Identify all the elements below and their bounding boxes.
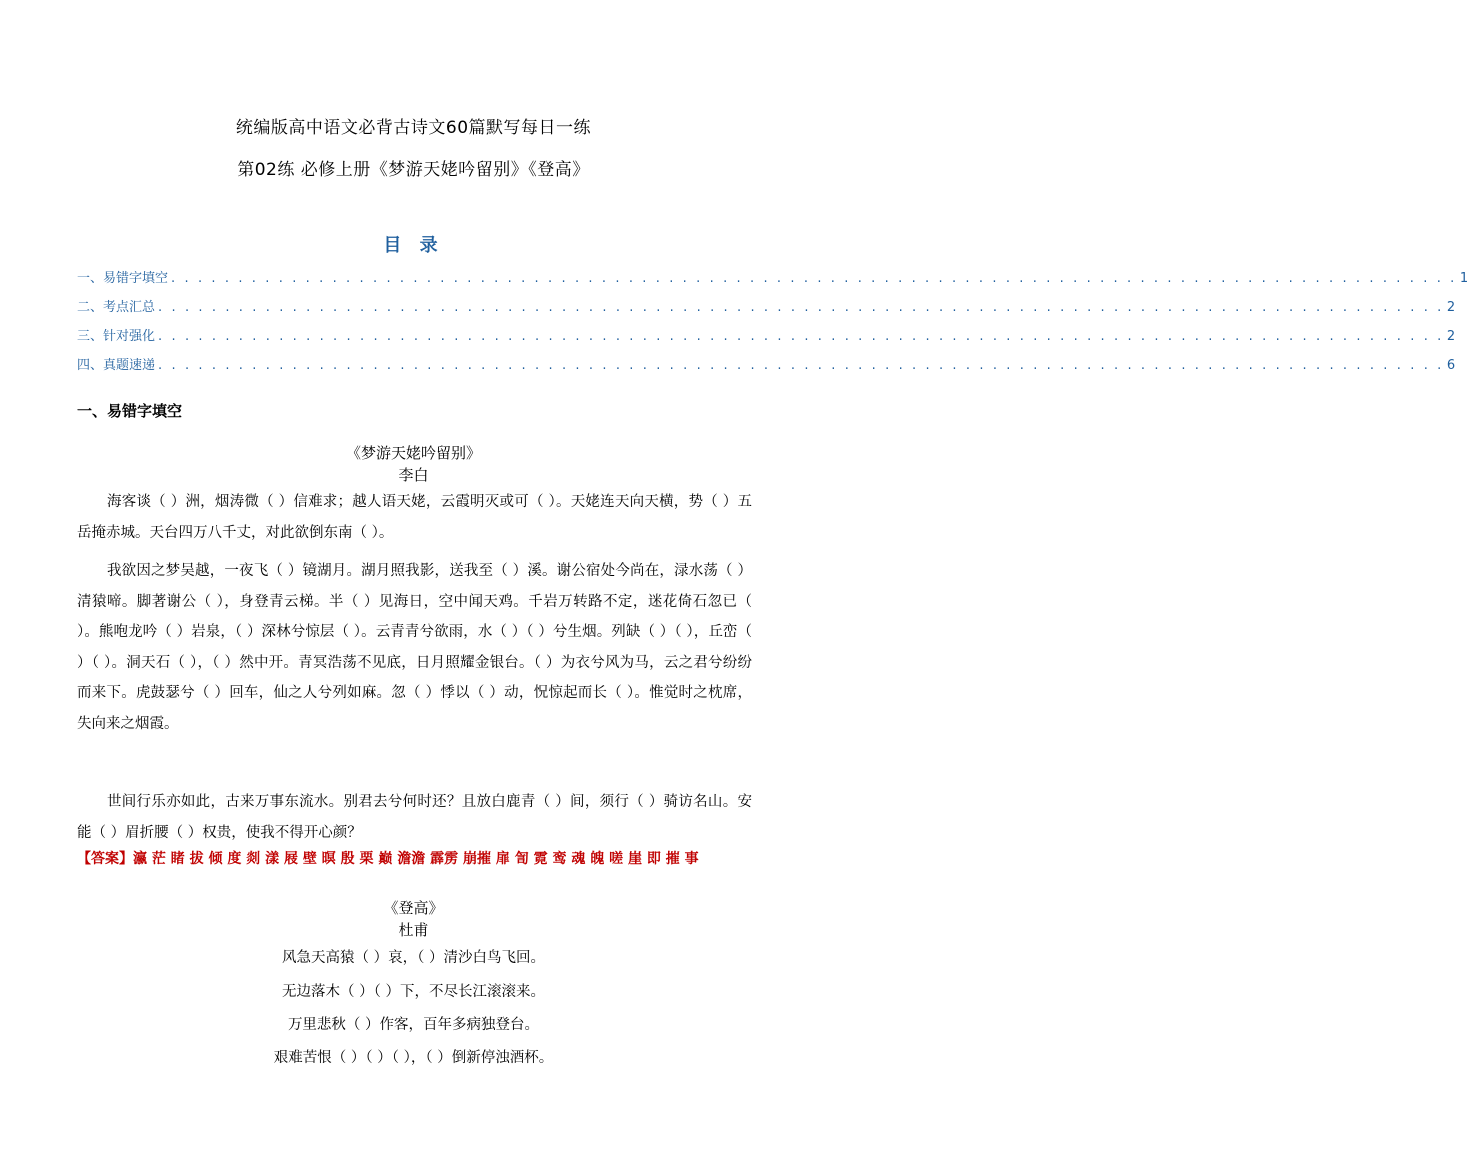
poem2-author: 杜甫 (398, 921, 429, 939)
answer-key: 【答案】瀛 茫 睹 拔 倾 度 剡 漾 屐 壁 暝 殷 栗 巅 澹澹 霹雳 崩摧 扉 訇 霓 鸾 魂 魄 嗟 崖 即 摧 事 (77, 851, 699, 867)
toc-item-3[interactable] (77, 325, 1456, 354)
document-title: 统编版高中语文必背古诗文60篇默写每日一练 (235, 118, 592, 138)
document-subtitle: 第02练 必修上册《梦游天姥吟留别》《登高》 (237, 160, 590, 180)
toc-item-4[interactable] (77, 354, 1456, 383)
toc-item-label: 二、考点汇总 (77, 300, 156, 315)
toc-item-1[interactable] (77, 267, 1468, 296)
toc-leader-dots: . . . . . . . . . . . . . . . . . . . . . . . . . . . . . . . . . . . . . . . . . . . . . . . . . . . . . . . . . . . . . . . . . . . . . . . . . . . . . . . . . . . . . . . . . . . . . . . . (158, 329, 1444, 344)
poem1-author: 李白 (398, 466, 429, 484)
toc-leader-dots: . . . . . . . . . . . . . . . . . . . . . . . . . . . . . . . . . . . . . . . . . . . . . . . . . . . . . . . . . . . . . . . . . . . . . . . . . . . . . . . . . . . . . . . . . . . . . . . . (158, 358, 1444, 373)
table-of-contents (77, 267, 1468, 383)
poem1-paragraph-2: 我欲因之梦吴越，一夜飞（ ）镜湖月。湖月照我影，送我至（ ）溪。谢公宿处今尚在，渌水荡（ ）清猿啼。脚著谢公（ ），身登青云梯。半（ ）见海日，空中闻天鸡。千岩万转路不定，迷花倚石忽已（ ）。熊咆龙吟（ ）岩泉，（ ）深林兮惊层（ ）。云青青兮欲雨，水（ ）（ ）兮生烟。列缺（ ）（ ），丘峦（ ）（ ）。洞天石（ ），（ ）然中开。青冥浩荡不见底，日月照耀金银台。（ ）为衣兮风为马，云之君兮纷纷而来下。虎鼓瑟兮（ ）回车，仙之人兮列如麻。忽（ ）悸以（ ）动，怳惊起而长（ ）。惟觉时之枕席，失向来之烟霞。 (77, 563, 752, 732)
toc-item-label: 四、真题速递 (77, 358, 156, 373)
toc-heading: 目 录 (383, 235, 444, 256)
poem2-title: 《登高》 (383, 899, 444, 917)
toc-item-page: 2 (1446, 329, 1456, 344)
poem2-line-3: 万里悲秋（ ）作客，百年多病独登台。 (287, 1017, 540, 1033)
poem2-line-4: 艰难苦恨（ ）（ ）（ ），（ ）倒新停浊酒杯。 (273, 1050, 554, 1066)
toc-item-page: 1 (1459, 271, 1468, 286)
toc-item-label: 一、易错字填空 (77, 271, 169, 286)
poem1-title: 《梦游天姥吟留别》 (345, 444, 481, 462)
section-heading: 一、易错字填空 (77, 402, 183, 420)
poem1-paragraph-3: 世间行乐亦如此，古来万事东流水。别君去兮何时还？且放白鹿青（ ）间，须行（ ）骑访名山。安能（ ）眉折腰（ ）权贵，使我不得开心颜？ (77, 794, 752, 841)
toc-item-2[interactable] (77, 296, 1456, 325)
toc-item-label: 三、针对强化 (77, 329, 156, 344)
toc-leader-dots: . . . . . . . . . . . . . . . . . . . . . . . . . . . . . . . . . . . . . . . . . . . . . . . . . . . . . . . . . . . . . . . . . . . . . . . . . . . . . . . . . . . . . . . . . . . . . . . . (171, 271, 1457, 286)
poem2-line-2: 无边落木（ ）（ ）下，不尽长江滚滚来。 (282, 984, 545, 1000)
toc-item-page: 2 (1446, 300, 1456, 315)
toc-item-page: 6 (1446, 358, 1456, 373)
poem2-line-1: 风急天高猿（ ）哀，（ ）清沙白鸟飞回。 (282, 950, 545, 966)
poem1-paragraph-1: 海客谈（ ）洲，烟涛微（ ）信难求；越人语天姥，云霞明灭或可（ ）。天姥连天向天横，势（ ）五岳掩赤城。天台四万八千丈，对此欲倒东南（ ）。 (77, 494, 752, 541)
toc-leader-dots: . . . . . . . . . . . . . . . . . . . . . . . . . . . . . . . . . . . . . . . . . . . . . . . . . . . . . . . . . . . . . . . . . . . . . . . . . . . . . . . . . . . . . . . . . . . . . . . . (158, 300, 1444, 315)
